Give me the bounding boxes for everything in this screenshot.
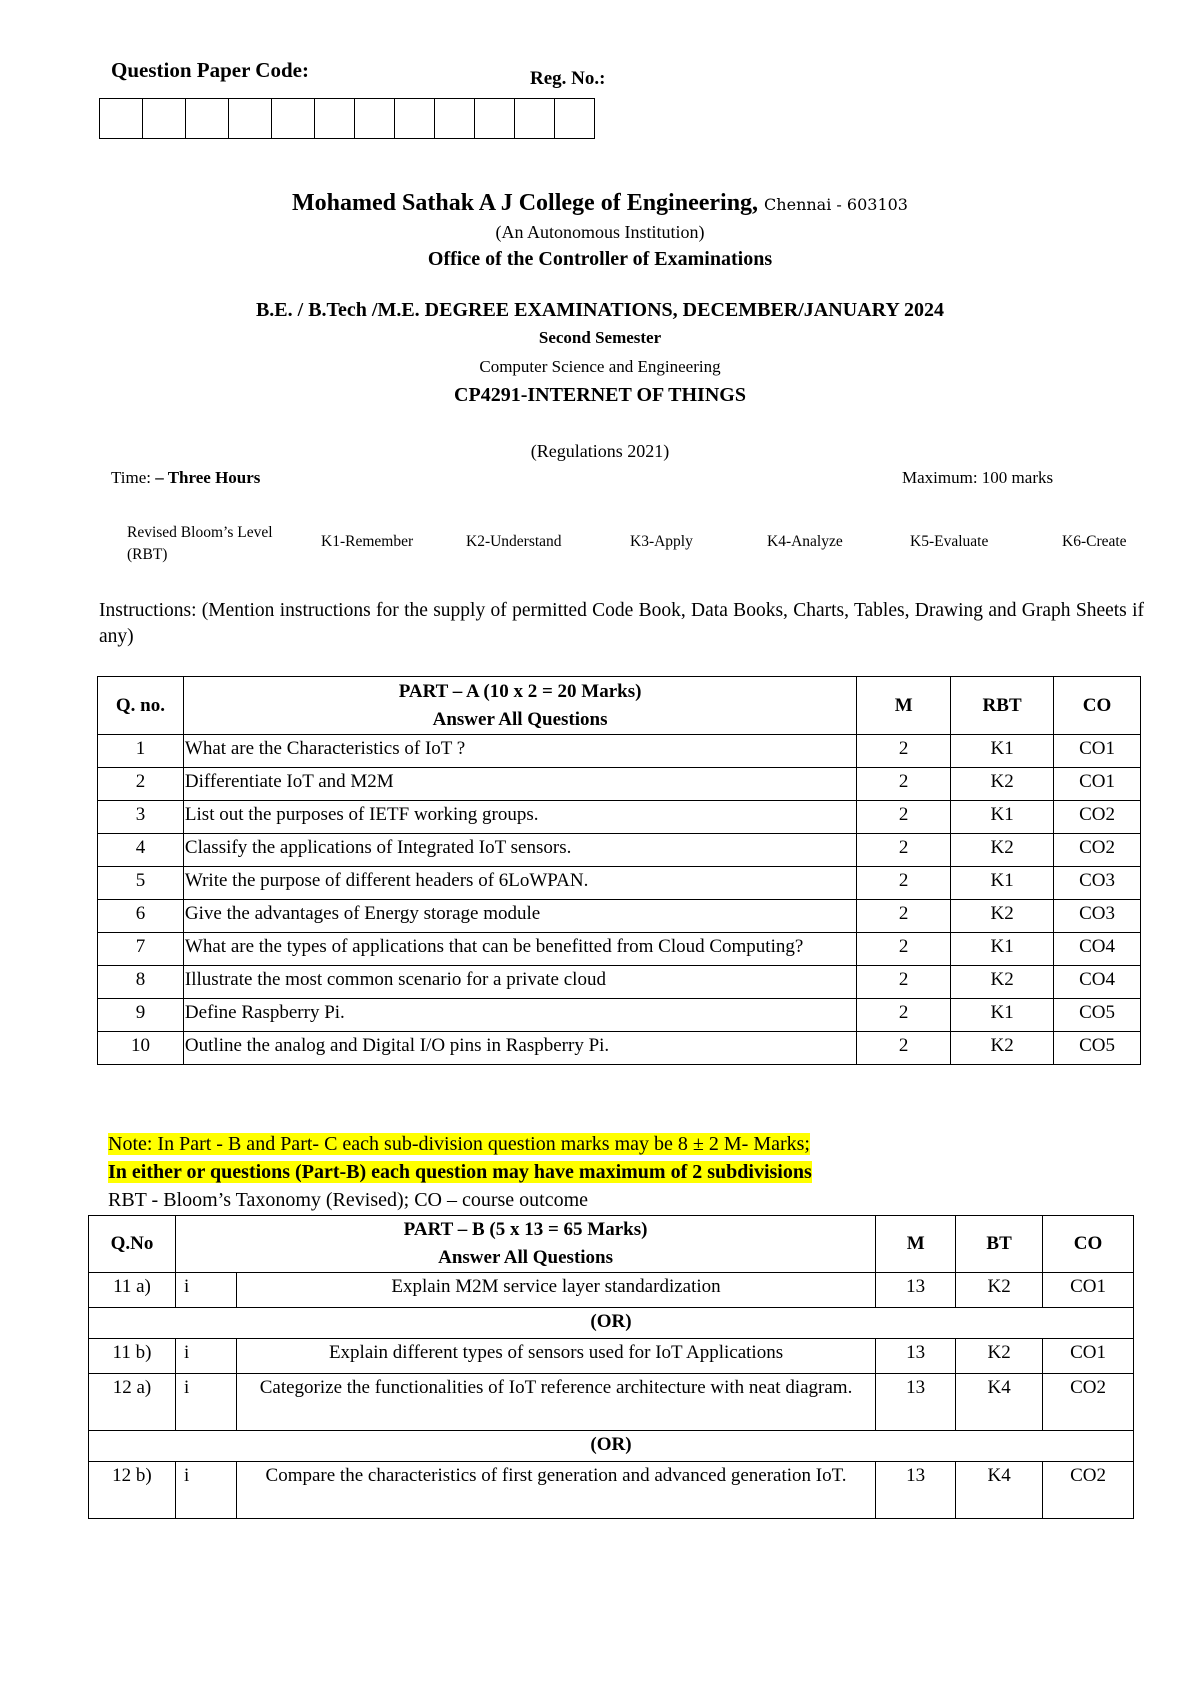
question-rbt: K1	[951, 735, 1054, 768]
question-text: List out the purposes of IETF working groups.	[183, 801, 856, 834]
college-name: Mohamed Sathak A J College of Engineering,	[292, 190, 759, 216]
time-value: – Three Hours	[155, 468, 261, 487]
question-marks: 2	[857, 768, 951, 801]
part-a-row	[98, 768, 1141, 801]
part-b-row	[89, 1374, 1134, 1431]
question-marks: 2	[857, 834, 951, 867]
part-b-row	[89, 1339, 1134, 1374]
question-number: 5	[98, 867, 184, 900]
question-bt: K2	[956, 1339, 1043, 1374]
reg-no-box	[355, 99, 395, 139]
question-co: CO3	[1054, 867, 1141, 900]
part-a-row	[98, 900, 1141, 933]
part-a-row	[98, 933, 1141, 966]
part-a-row	[98, 834, 1141, 867]
question-number: 9	[98, 999, 184, 1032]
question-text: Differentiate IoT and M2M	[183, 768, 856, 801]
question-rbt: K2	[951, 900, 1054, 933]
part-a-row	[98, 867, 1141, 900]
question-co: CO1	[1054, 768, 1141, 801]
question-co: CO2	[1054, 801, 1141, 834]
question-number: 8	[98, 966, 184, 999]
question-marks: 2	[857, 999, 951, 1032]
question-co: CO4	[1054, 933, 1141, 966]
part-a-table	[97, 676, 1141, 1065]
question-rbt: K1	[951, 933, 1054, 966]
question-text: What are the types of applications that can be benefitted from Cloud Computing?	[183, 933, 856, 966]
question-co: CO5	[1054, 999, 1141, 1032]
reg-no-boxes	[99, 98, 595, 139]
question-text: Classify the applications of Integrated IoT sensors.	[183, 834, 856, 867]
question-text: Outline the analog and Digital I/O pins in Raspberry Pi.	[183, 1032, 856, 1065]
part-b-header-bt: BT	[956, 1216, 1043, 1273]
instructions: Instructions: (Mention instructions for the supply of permitted Code Book, Data Books, Charts, Tables, Drawing and Graph Sheets if any)	[99, 600, 1144, 647]
part-a-subtitle: Answer All Questions	[432, 708, 608, 730]
exam-title: B.E. / B.Tech /M.E. DEGREE EXAMINATIONS, DECEMBER/JANUARY 2024	[255, 299, 945, 321]
note-line-1: Note: In Part - B and Part- C each sub-division question marks may be 8 ± 2 M- Marks;	[108, 1133, 810, 1155]
part-a-header-m: M	[857, 677, 951, 735]
or-separator-row	[89, 1308, 1134, 1339]
question-number: 11 a)	[89, 1273, 176, 1308]
part-b-header-title	[175, 1216, 875, 1273]
question-marks: 13	[876, 1462, 956, 1519]
question-co: CO2	[1054, 834, 1141, 867]
rbt-level-k2: K2-Understand	[466, 533, 562, 550]
college-city: Chennai - 603103	[764, 195, 908, 214]
question-subdivision: i	[175, 1273, 236, 1308]
part-a-header-title	[183, 677, 856, 735]
reg-no-box	[272, 99, 315, 139]
time-label: Time:	[111, 468, 156, 487]
max-marks: Maximum: 100 marks	[902, 468, 1054, 487]
question-number: 11 b)	[89, 1339, 176, 1374]
question-number: 12 b)	[89, 1462, 176, 1519]
reg-no-box	[186, 99, 229, 139]
question-text: Define Raspberry Pi.	[183, 999, 856, 1032]
reg-no-box	[435, 99, 475, 139]
question-co: CO1	[1054, 735, 1141, 768]
question-text: What are the Characteristics of IoT ?	[183, 735, 856, 768]
part-b-header-co: CO	[1043, 1216, 1134, 1273]
department: Computer Science and Engineering	[479, 357, 721, 376]
part-b-header-qno: Q.No	[89, 1216, 176, 1273]
part-a-row	[98, 1032, 1141, 1065]
note-block	[108, 1130, 812, 1214]
question-rbt: K2	[951, 768, 1054, 801]
question-bt: K4	[956, 1462, 1043, 1519]
part-a-row	[98, 801, 1141, 834]
reg-no-box	[100, 99, 143, 139]
question-number: 3	[98, 801, 184, 834]
reg-no-box	[143, 99, 186, 139]
rbt-level-k5: K5-Evaluate	[910, 533, 989, 550]
or-label: (OR)	[89, 1431, 1134, 1462]
college-name-line	[0, 190, 1200, 217]
part-b-subtitle: Answer All Questions	[438, 1247, 614, 1268]
reg-no-box	[515, 99, 555, 139]
question-marks: 2	[857, 933, 951, 966]
question-marks: 2	[857, 735, 951, 768]
question-text: Explain different types of sensors used for IoT Applications	[236, 1339, 875, 1374]
rbt-level-k6: K6-Create	[1062, 533, 1127, 550]
part-a-header-co: CO	[1054, 677, 1141, 735]
question-rbt: K2	[951, 966, 1054, 999]
question-text: Give the advantages of Energy storage module	[183, 900, 856, 933]
part-b-header-m: M	[876, 1216, 956, 1273]
question-marks: 2	[857, 1032, 951, 1065]
reg-no-box	[555, 99, 595, 139]
question-co: CO3	[1054, 900, 1141, 933]
question-bt: K2	[956, 1273, 1043, 1308]
part-b-title: PART – B (5 x 13 = 65 Marks)	[403, 1219, 648, 1240]
question-text: Illustrate the most common scenario for a private cloud	[183, 966, 856, 999]
question-subdivision: i	[175, 1339, 236, 1374]
question-marks: 2	[857, 867, 951, 900]
question-co: CO5	[1054, 1032, 1141, 1065]
question-rbt: K2	[951, 834, 1054, 867]
autonomous-note: (An Autonomous Institution)	[495, 222, 705, 242]
question-marks: 13	[876, 1374, 956, 1431]
question-rbt: K1	[951, 999, 1054, 1032]
question-paper-code-label: Question Paper Code:	[111, 58, 309, 82]
or-label: (OR)	[89, 1308, 1134, 1339]
question-number: 12 a)	[89, 1374, 176, 1431]
question-marks: 2	[857, 966, 951, 999]
part-a-header-qno: Q. no.	[98, 677, 184, 735]
part-b-row	[89, 1273, 1134, 1308]
question-marks: 13	[876, 1273, 956, 1308]
question-co: CO1	[1043, 1339, 1134, 1374]
rbt-level-k1: K1-Remember	[321, 533, 414, 550]
rbt-title: Revised Bloom’s Level (RBT)	[127, 524, 273, 563]
part-a-row	[98, 966, 1141, 999]
part-a-header-rbt: RBT	[951, 677, 1054, 735]
question-marks: 2	[857, 900, 951, 933]
regulations: (Regulations 2021)	[530, 441, 670, 461]
question-number: 10	[98, 1032, 184, 1065]
part-a-row	[98, 999, 1141, 1032]
office-title: Office of the Controller of Examinations	[427, 248, 773, 270]
reg-no-box	[229, 99, 272, 139]
reg-no-label: Reg. No.:	[530, 68, 606, 89]
question-marks: 13	[876, 1339, 956, 1374]
semester: Second Semester	[538, 328, 662, 347]
reg-no-box	[475, 99, 515, 139]
question-number: 6	[98, 900, 184, 933]
question-rbt: K1	[951, 801, 1054, 834]
note-line-2: In either or questions (Part-B) each question may have maximum of 2 subdivisions	[108, 1161, 812, 1183]
rbt-level-k3: K3-Apply	[630, 533, 693, 550]
part-a-title: PART – A (10 x 2 = 20 Marks)	[398, 680, 642, 702]
part-a-row	[98, 735, 1141, 768]
question-number: 1	[98, 735, 184, 768]
part-b-table	[88, 1215, 1134, 1519]
question-text: Categorize the functionalities of IoT reference architecture with neat diagram.	[236, 1374, 875, 1431]
question-co: CO1	[1043, 1273, 1134, 1308]
rbt-level-k4: K4-Analyze	[767, 533, 843, 550]
question-text: Compare the characteristics of first generation and advanced generation IoT.	[236, 1462, 875, 1519]
question-rbt: K1	[951, 867, 1054, 900]
or-separator-row	[89, 1431, 1134, 1462]
reg-no-box	[315, 99, 355, 139]
question-co: CO2	[1043, 1374, 1134, 1431]
question-number: 7	[98, 933, 184, 966]
question-subdivision: i	[175, 1374, 236, 1431]
question-bt: K4	[956, 1374, 1043, 1431]
question-number: 2	[98, 768, 184, 801]
question-marks: 2	[857, 801, 951, 834]
part-b-row	[89, 1462, 1134, 1519]
question-text: Explain M2M service layer standardization	[236, 1273, 875, 1308]
note-line-3: RBT - Bloom’s Taxonomy (Revised); CO – course outcome	[108, 1189, 589, 1211]
question-co: CO2	[1043, 1462, 1134, 1519]
question-subdivision: i	[175, 1462, 236, 1519]
question-text: Write the purpose of different headers of 6LoWPAN.	[183, 867, 856, 900]
question-co: CO4	[1054, 966, 1141, 999]
question-number: 4	[98, 834, 184, 867]
reg-no-box	[395, 99, 435, 139]
course-title: CP4291-INTERNET OF THINGS	[454, 384, 746, 406]
exam-time	[111, 468, 260, 488]
question-rbt: K2	[951, 1032, 1054, 1065]
